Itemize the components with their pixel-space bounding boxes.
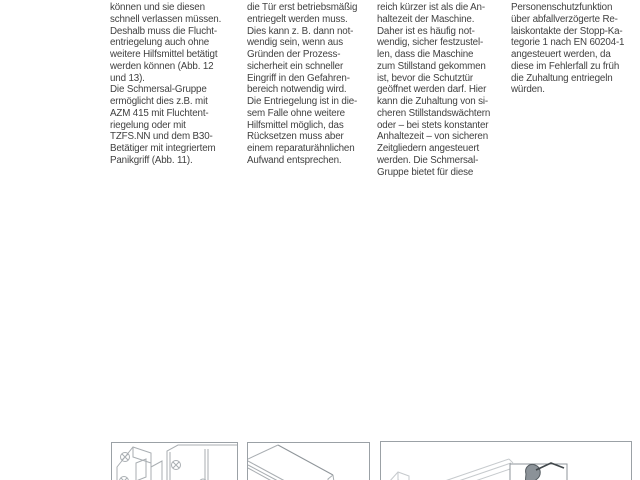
text-line: Panikgriff (Abb. 11). <box>110 154 193 166</box>
text-line: Dies kann z. B. dann not- <box>247 25 354 37</box>
text-line: Zeitgliedern angesteuert <box>377 143 480 154</box>
text-column-2 <box>247 2 379 167</box>
text-line: weitere Hilfsmittel betätigt <box>110 49 218 60</box>
text-line: bereich notwendig wird. <box>247 84 347 96</box>
text-line: schnell verlassen müssen. <box>110 13 222 25</box>
text-line: sicherheit ein schneller <box>247 60 344 72</box>
text-line: TZFS.NN und dem B30- <box>110 131 213 143</box>
text-line: oder – bei stets konstanter <box>377 119 489 131</box>
text-column-3 <box>377 2 511 178</box>
text-line: Gruppe bietet für diese <box>377 166 474 178</box>
text-line: sem Falle ohne weitere <box>247 107 345 119</box>
text-line: diese im Fehlerfall zu früh <box>511 60 620 72</box>
figure-rail-profile <box>247 442 370 480</box>
text-line: die Tür erst betriebsmäßig <box>247 2 358 13</box>
text-line: ist, bevor die Schutztür <box>377 72 474 84</box>
text-line: wendig, sicher festzustel- <box>377 37 484 49</box>
text-line: können und sie diesen <box>110 2 205 13</box>
text-line: laiskontakte der Stopp-Ka- <box>511 25 623 37</box>
text-line: cheren Stillstandswächtern <box>377 107 491 119</box>
text-line: wendig sein, wenn aus <box>247 37 343 49</box>
text-line: AZM 415 mit Fluchtent- <box>110 107 209 119</box>
text-line: kann die Zuhaltung von si- <box>377 96 489 107</box>
text-line: Rücksetzen muss aber <box>247 131 344 143</box>
text-line: zum Stillstand gekommen <box>377 60 486 72</box>
text-line: einem reparaturähnlichen <box>247 143 355 154</box>
text-line: Eingriff in den Gefahren- <box>247 72 350 84</box>
figure-rail-detail-callout <box>380 441 632 480</box>
text-column-4 <box>511 2 640 96</box>
text-line: riegelung oder mit <box>110 119 186 131</box>
text-line: entriegelt werden muss. <box>247 13 348 25</box>
text-line: die Zuhaltung entriegeln <box>511 72 613 84</box>
text-line: Die Schmersal-Gruppe <box>110 84 207 96</box>
text-line: Anhaltezeit – von sicheren <box>377 131 489 143</box>
text-line: werden. Die Schmersal- <box>377 154 479 166</box>
text-line: tegorie 1 nach EN 60204-1 <box>511 37 625 49</box>
text-line: und 13). <box>110 72 145 84</box>
text-line: würden. <box>511 84 545 96</box>
text-line: Hilfsmittel möglich, das <box>247 119 344 131</box>
rail-profile-drawing <box>248 443 369 480</box>
text-line: ermöglicht dies z.B. mit <box>110 96 208 107</box>
text-line: reich kürzer ist als die An- <box>377 2 485 13</box>
text-line: Deshalb muss die Flucht- <box>110 25 217 37</box>
latch-hardware-drawing <box>112 443 237 480</box>
text-line: Betätiger mit integriertem <box>110 143 216 154</box>
rail-detail-callout-drawing <box>381 442 631 480</box>
text-line: geöffnet werden darf. Hier <box>377 84 487 96</box>
text-line: haltezeit der Maschine. <box>377 13 475 25</box>
text-line: angesteuert werden, da <box>511 49 611 60</box>
text-line: Personenschutzfunktion <box>511 2 613 13</box>
text-line: Daher ist es häufig not- <box>377 25 475 37</box>
text-line: entriegelung auch ohne <box>110 37 210 49</box>
figure-latch-hardware <box>111 442 238 480</box>
text-column-1 <box>110 2 242 167</box>
text-line: len, dass die Maschine <box>377 49 474 60</box>
text-line: Die Entriegelung ist in die- <box>247 96 358 107</box>
text-line: über abfallverzögerte Re- <box>511 13 618 25</box>
text-line: werden können (Abb. 12 <box>110 60 214 72</box>
text-line: Gründen der Prozess- <box>247 49 341 60</box>
text-line: Aufwand entsprechen. <box>247 154 342 166</box>
